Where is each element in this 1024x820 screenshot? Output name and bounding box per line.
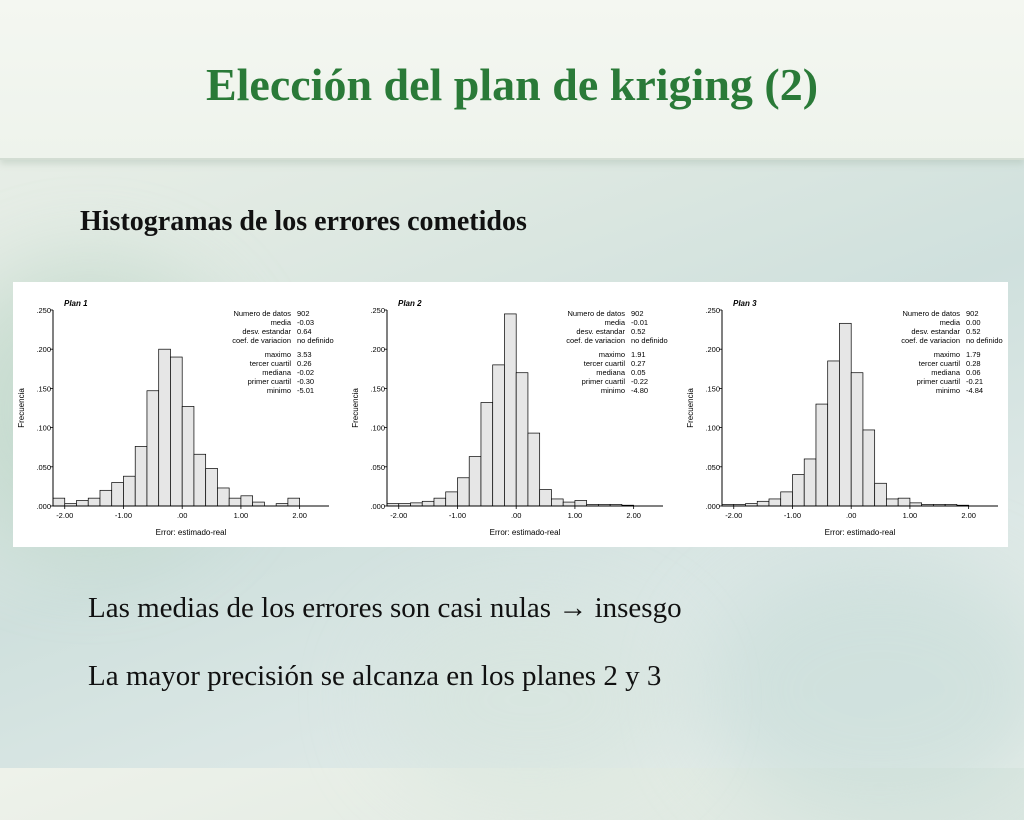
histogram-bar	[839, 323, 851, 506]
histogram-3	[686, 299, 1003, 537]
x-tick-label: -2.00	[56, 511, 74, 520]
x-tick-label: .00	[176, 511, 188, 520]
stat-value: -5.01	[297, 386, 315, 395]
y-tick-label: .250	[370, 306, 385, 315]
stat-label: coef. de variacion	[901, 336, 960, 345]
stat-label: minimo	[600, 386, 625, 395]
histogram-bar	[528, 433, 540, 506]
stat-value: 0.06	[966, 368, 981, 377]
y-axis-label: Frecuencia	[351, 388, 360, 428]
y-axis-label: Frecuencia	[17, 388, 26, 428]
stat-value: no definido	[297, 336, 334, 345]
stat-value: 902	[297, 309, 310, 318]
histogram-bar	[288, 498, 300, 506]
x-tick-label: -1.00	[114, 511, 133, 520]
x-tick-label: -2.00	[390, 511, 408, 520]
background-blob	[380, 600, 680, 800]
y-tick-label: .250	[36, 306, 51, 315]
y-tick-label: .050	[705, 462, 720, 472]
y-tick-label: .200	[705, 345, 720, 355]
stat-value: 902	[631, 309, 644, 318]
bullet-item: La mayor precisión se alcanza en los planes 2 y 3	[88, 660, 662, 692]
histogram-bar	[100, 490, 112, 506]
histogram-bar	[493, 365, 505, 506]
histogram-bar	[446, 492, 458, 506]
y-tick-label: .100	[705, 423, 720, 433]
histogram-bar	[159, 349, 171, 506]
histogram-bar	[781, 492, 793, 506]
histogram-bar	[135, 446, 147, 506]
x-tick-label: -1.00	[448, 511, 467, 520]
histogram-bar	[76, 501, 88, 506]
slide-title: Elección del plan de kriging (2)	[205, 59, 819, 110]
stat-label: coef. de variacion	[232, 336, 291, 345]
histogram-bar	[875, 483, 887, 506]
histogram-bar	[53, 498, 65, 506]
histogram-bar	[182, 406, 194, 506]
stat-value: -0.22	[631, 377, 649, 386]
x-tick-label: 2.00	[961, 511, 976, 520]
stat-label: minimo	[935, 386, 960, 395]
stat-value: 3.53	[297, 350, 312, 359]
histogram-bar	[422, 501, 434, 506]
histogram-bar	[851, 373, 863, 506]
stat-label: coef. de variacion	[566, 336, 625, 345]
histogram-bar	[769, 499, 781, 506]
histogram-bar	[481, 403, 493, 506]
stat-value: -4.84	[966, 386, 984, 395]
y-tick-label: .200	[36, 345, 51, 355]
histogram-1	[17, 299, 334, 537]
x-tick-label: 2.00	[292, 511, 307, 520]
histogram-bar	[88, 498, 100, 506]
stat-value: -0.02	[297, 368, 315, 377]
y-tick-label: .000	[705, 502, 720, 511]
x-tick-label: 1.00	[567, 511, 583, 520]
x-tick-label: -1.00	[783, 511, 802, 520]
stat-value: 0.64	[297, 327, 312, 336]
histogram-bar	[504, 314, 516, 506]
stat-label: media	[604, 318, 625, 327]
histogram-bar	[563, 502, 575, 506]
histogram-bar	[123, 476, 135, 506]
bullet-item: Las medias de los errores son casi nulas → insesgo	[88, 592, 682, 624]
stat-label: minimo	[266, 386, 291, 395]
histogram-bar	[898, 498, 910, 506]
y-tick-label: .150	[370, 384, 385, 394]
y-tick-label: .250	[705, 306, 720, 315]
stat-label: media	[270, 318, 291, 327]
histogram-bar	[170, 357, 182, 506]
chart-title: Plan 3	[733, 299, 757, 308]
x-axis-label: Error: estimado-real	[824, 528, 896, 537]
histogram-bar	[886, 499, 898, 506]
y-tick-label: .050	[370, 462, 385, 472]
histogram-bar	[816, 404, 828, 506]
y-tick-label: .100	[370, 423, 385, 433]
stat-value: -0.21	[966, 377, 984, 386]
stat-label: primer cuartil	[916, 377, 960, 386]
stat-value: no definido	[966, 336, 1003, 345]
histogram-bar	[147, 391, 159, 506]
stat-value: -0.01	[631, 318, 649, 327]
stat-value: no definido	[631, 336, 668, 345]
y-tick-label: .000	[370, 502, 385, 511]
x-tick-label: 1.00	[233, 511, 249, 520]
x-tick-label: -2.00	[725, 511, 743, 520]
stat-label: mediana	[596, 368, 625, 377]
stat-label: mediana	[931, 368, 960, 377]
y-tick-label: .050	[36, 462, 51, 472]
stat-value: 1.91	[631, 350, 646, 359]
x-axis-label: Error: estimado-real	[489, 528, 561, 537]
stat-label: mediana	[262, 368, 291, 377]
histogram-panel	[13, 282, 1008, 547]
histogram-bar	[828, 361, 840, 506]
stat-label: desv. estandar	[576, 327, 625, 336]
stat-label: primer cuartil	[247, 377, 291, 386]
y-axis-label: Frecuencia	[686, 388, 695, 428]
stat-value: 0.52	[966, 327, 981, 336]
x-axis-label: Error: estimado-real	[155, 528, 227, 537]
stat-value: 902	[966, 309, 979, 318]
y-tick-label: .100	[36, 423, 51, 433]
histogram-bar	[194, 454, 206, 506]
stat-value: 0.28	[966, 359, 981, 368]
chart-title: Plan 2	[398, 299, 422, 308]
stat-value: -0.30	[297, 377, 315, 386]
histograms-figure	[13, 282, 1008, 547]
stat-value: -0.03	[297, 318, 315, 327]
histogram-bar	[551, 499, 563, 506]
stat-label: maximo	[933, 350, 960, 359]
x-tick-label: 2.00	[626, 511, 641, 520]
stat-label: desv. estandar	[242, 327, 291, 336]
stat-value: 0.27	[631, 359, 646, 368]
x-tick-label: 1.00	[902, 511, 918, 520]
stat-label: Numero de datos	[233, 309, 291, 318]
chart-title: Plan 1	[64, 299, 88, 308]
y-tick-label: .000	[36, 502, 51, 511]
histogram-bar	[457, 478, 469, 506]
y-tick-label: .150	[705, 384, 720, 394]
histogram-bar	[229, 498, 241, 506]
stat-label: media	[939, 318, 960, 327]
stat-label: Numero de datos	[902, 309, 960, 318]
stat-label: maximo	[264, 350, 291, 359]
stat-label: tercer cuartil	[918, 359, 960, 368]
histogram-bar	[757, 501, 769, 506]
slide-subtitle: Histogramas de los errores cometidos	[80, 206, 527, 237]
stat-value: 0.26	[297, 359, 312, 368]
histogram-bar	[863, 430, 875, 506]
stat-label: desv. estandar	[911, 327, 960, 336]
histogram-bar	[792, 475, 804, 506]
stat-value: 0.52	[631, 327, 646, 336]
stat-value: 1.79	[966, 350, 981, 359]
stat-label: tercer cuartil	[583, 359, 625, 368]
x-tick-label: .00	[845, 511, 857, 520]
histogram-bar	[540, 490, 552, 506]
histogram-bar	[241, 496, 253, 506]
histogram-bar	[206, 468, 218, 506]
stat-value: 0.00	[966, 318, 981, 327]
histogram-bar	[434, 498, 446, 506]
stat-label: maximo	[598, 350, 625, 359]
background-blob	[700, 560, 1024, 820]
histogram-bar	[516, 373, 528, 506]
stat-label: Numero de datos	[567, 309, 625, 318]
stat-value: 0.05	[631, 368, 646, 377]
histogram-2	[351, 299, 668, 537]
stat-label: tercer cuartil	[249, 359, 291, 368]
y-tick-label: .200	[370, 345, 385, 355]
y-tick-label: .150	[36, 384, 51, 394]
histogram-bar	[469, 457, 481, 506]
histogram-bar	[217, 488, 229, 506]
stat-label: primer cuartil	[581, 377, 625, 386]
histogram-bar	[112, 482, 124, 506]
histogram-bar	[575, 501, 587, 506]
stat-value: -4.80	[631, 386, 649, 395]
histogram-bar	[253, 502, 265, 506]
x-tick-label: .00	[510, 511, 522, 520]
histogram-bar	[804, 459, 816, 506]
